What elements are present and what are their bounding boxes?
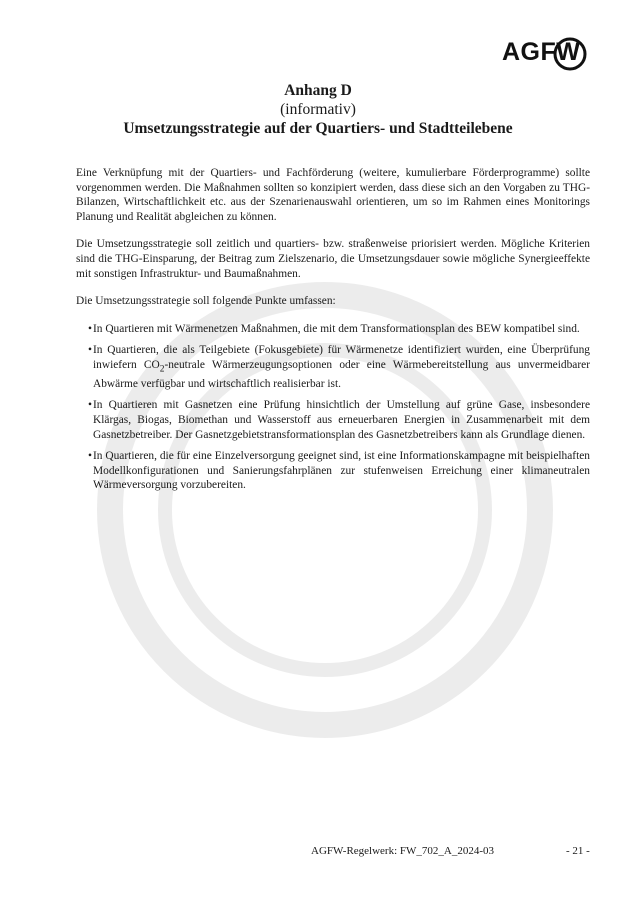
- list-item: [76, 398, 590, 442]
- bullet-icon: •: [88, 344, 92, 357]
- bullet-list: [76, 322, 590, 493]
- paragraph: Eine Verknüpfung mit der Quartiers- und Fachförderung (weitere, kumulierbare Förderprogramme) sollte vorgenommen werden. Die Maßnahmen sollten so konzipiert werden, dass diese sich an den Vorgaben zu THG-Bilanzen, Wirtschaftlichkeit etc. aus der Szenarienauswahl orientieren, um so im Rahmen eines Monitorings Planung und Realität abgleichen zu können.: [76, 167, 590, 223]
- bullet-icon: •: [88, 322, 92, 335]
- agfw-logo: [502, 36, 588, 72]
- logo-text: AGFW: [502, 38, 581, 66]
- list-item-text: In Quartieren mit Gasnetzen eine Prüfung hinsichtlich der Umstellung auf grüne Gase, insbesondere Klärgas, Biogas, Biomethan und Wasserstoff aus erneuerbaren Energien in Zusammenarbeit mit dem Gasnetzbetreiber. Der Gasnetzgebietstransformationsplan des Gasnetzbetreibers kann als Grundlage dienen.: [93, 399, 590, 441]
- annex-subtitle: Umsetzungsstrategie auf der Quartiers- und Stadtteilebene: [123, 120, 513, 137]
- footer-page-number: - 21 -: [566, 845, 590, 857]
- list-item-text: In Quartieren mit Wärmenetzen Maßnahmen, die mit dem Transformationsplan des BEW kompatibel sind.: [93, 322, 580, 335]
- annex-title: Anhang D: [284, 82, 352, 99]
- logo-ring-icon: [552, 36, 588, 72]
- list-item-text: In Quartieren, die als Teilgebiete (Fokusgebiete) für Wärmenetze identifiziert wurden, eine Überprüfung inwiefern CO: [93, 344, 590, 371]
- list-item: [76, 343, 590, 391]
- annex-type: (informativ): [280, 101, 356, 118]
- list-item: [76, 449, 590, 493]
- bullet-icon: •: [88, 399, 92, 412]
- list-item: [76, 322, 590, 337]
- paragraph: Die Umsetzungsstrategie soll folgende Punkte umfassen:: [76, 295, 336, 308]
- bullet-icon: •: [88, 450, 92, 463]
- document-body: [76, 166, 590, 500]
- footer-document-id: AGFW-Regelwerk: FW_702_A_2024-03: [311, 845, 495, 857]
- paragraph: Die Umsetzungsstrategie soll zeitlich und quartiers- bzw. straßenweise priorisiert werden. Mögliche Kriterien sind die THG-Einsparung, der Beitrag zum Zielszenario, die Umsetzungsdauer sowie mögliche Synergieeffekte mit sonstigen Infrastruktur- und Baumaßnahmen.: [76, 238, 590, 280]
- list-item-text: -neutrale Wärmerzeugungsoptionen oder eine Wärmebereitstellung aus unvermeidbarer Abwärme verfügbar und wirtschaftlich realisierbar ist.: [93, 358, 590, 390]
- list-item-text: In Quartieren, die für eine Einzelversorgung geeignet sind, ist eine Informationskampagne mit beispielhaften Modellkonfigurationen und Sanierungsfahrplänen zur stufenweisen Erreichung einer klimaneutralen Wärmeversorgung vorzubereiten.: [93, 450, 590, 492]
- subscript: 2: [159, 364, 165, 375]
- annex-heading: [0, 81, 636, 138]
